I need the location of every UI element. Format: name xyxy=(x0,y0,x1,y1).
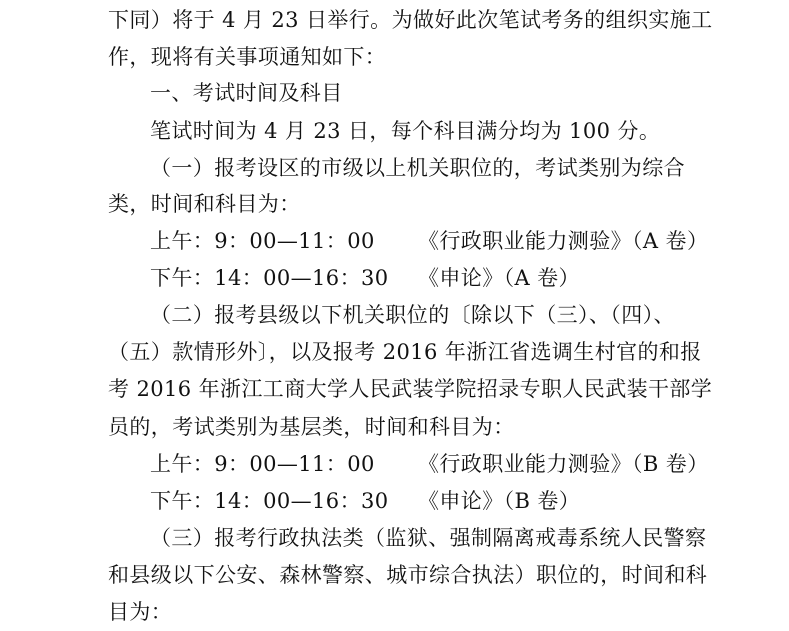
paragraph-line: （二）报考县级以下机关职位的〔除以下（三）、（四）、 xyxy=(150,303,675,327)
section-heading: 一、考试时间及科目 xyxy=(150,81,343,105)
paragraph-line: 和县级以下公安、森林警察、城市综合执法）职位的，时间和科 xyxy=(108,563,708,587)
paragraph-line: 下同）将于 4 月 23 日举行。为做好此次笔试考务的组织实施工 xyxy=(108,8,713,32)
paragraph-line: （五）款情形外〕，以及报考 2016 年浙江省选调生村官的和报 xyxy=(108,340,702,364)
paragraph-line: （三）报考行政执法类（监狱、强制隔离戒毒系统人民警察 xyxy=(150,526,707,550)
schedule-subject-am-b: 《行政职业能力测验》（B 卷） xyxy=(418,452,709,476)
paragraph-line: 笔试时间为 4 月 23 日，每个科目满分均为 100 分。 xyxy=(150,119,661,143)
schedule-time-pm-a: 下午：14：00—16：30 xyxy=(150,266,389,290)
paragraph-line: 员的，考试类别为基层类，时间和科目为： xyxy=(108,415,515,439)
paragraph-line: 目为： xyxy=(108,600,173,624)
paragraph-line: 类，时间和科目为： xyxy=(108,192,301,216)
schedule-subject-am-a: 《行政职业能力测验》（A 卷） xyxy=(418,229,709,253)
paragraph-line: 考 2016 年浙江工商大学人民武装学院招录专职人民武装干部学 xyxy=(108,377,713,401)
schedule-subject-pm-a: 《申论》（A 卷） xyxy=(418,266,580,290)
schedule-time-am-b: 上午：9：00—11：00 xyxy=(150,452,375,476)
schedule-subject-pm-b: 《申论》（B 卷） xyxy=(418,489,581,513)
paragraph-line: （一）报考设区的市级以上机关职位的，考试类别为综合 xyxy=(150,156,685,180)
paragraph-line: 作，现将有关事项通知如下： xyxy=(108,45,387,69)
schedule-time-pm-b: 下午：14：00—16：30 xyxy=(150,489,389,513)
schedule-time-am-a: 上午：9：00—11：00 xyxy=(150,229,375,253)
